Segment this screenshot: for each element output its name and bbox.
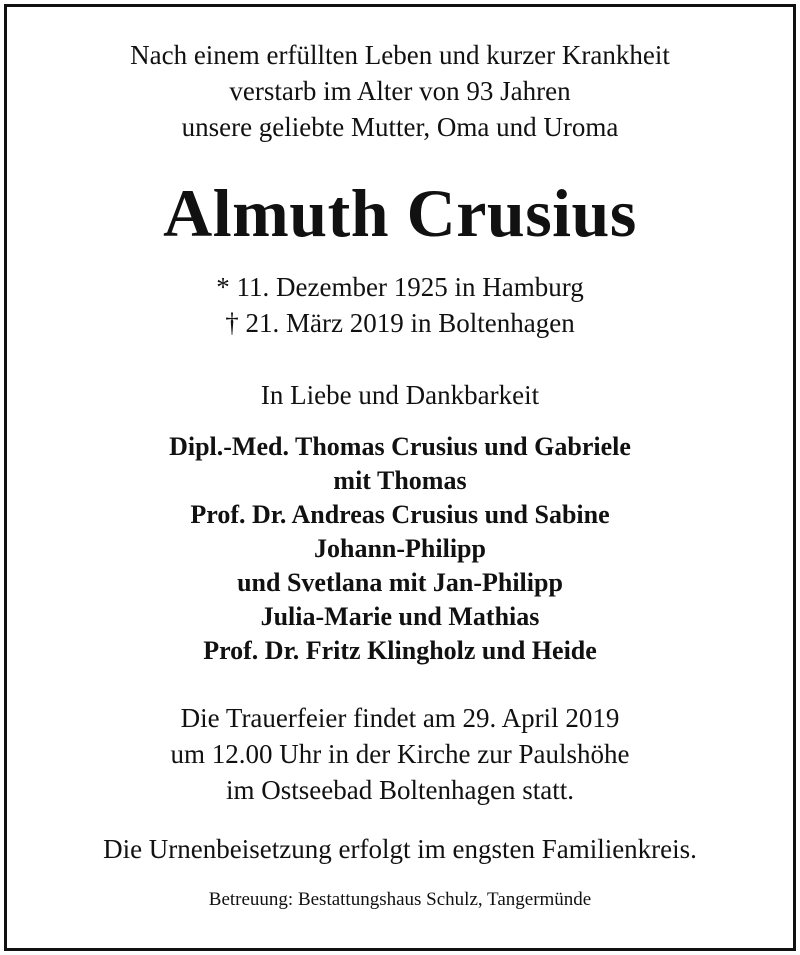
family-line-3: Prof. Dr. Andreas Crusius und Sabine [190,500,610,529]
service-line-1: Die Trauerfeier findet am 29. April 2019 [180,703,620,733]
obituary-notice [4,4,796,951]
funeral-home-credit: Betreuung: Bestattungshaus Schulz, Tangermünde [208,889,592,910]
family-line-6: Julia-Marie und Mathias [260,602,540,631]
family-line-5: und Svetlana mit Jan-Philipp [237,568,563,597]
family-line-2: mit Thomas [333,466,467,495]
intro-line-2: verstarb im Alter von 93 Jahren [229,76,571,106]
death-date: † 21. März 2019 in Boltenhagen [225,308,575,338]
family-line-7: Prof. Dr. Fritz Klingholz und Heide [203,636,597,665]
intro-line-1: Nach einem erfüllten Leben und kurzer Krankheit [130,40,670,70]
urn-burial-note: Die Urnenbeisetzung erfolgt im engsten Familienkreis. [103,834,697,864]
family-line-4: Johann-Philipp [314,534,486,563]
family-line-1: Dipl.-Med. Thomas Crusius und Gabriele [169,432,631,461]
intro-line-3: unsere geliebte Mutter, Oma und Uroma [181,112,619,142]
dedication: In Liebe und Dankbarkeit [260,380,540,410]
service-line-2: um 12.00 Uhr in der Kirche zur Paulshöhe [170,739,630,769]
service-line-3: im Ostseebad Boltenhagen statt. [226,775,574,805]
birth-date: * 11. Dezember 1925 in Hamburg [216,272,584,302]
deceased-name: Almuth Crusius [163,175,637,251]
